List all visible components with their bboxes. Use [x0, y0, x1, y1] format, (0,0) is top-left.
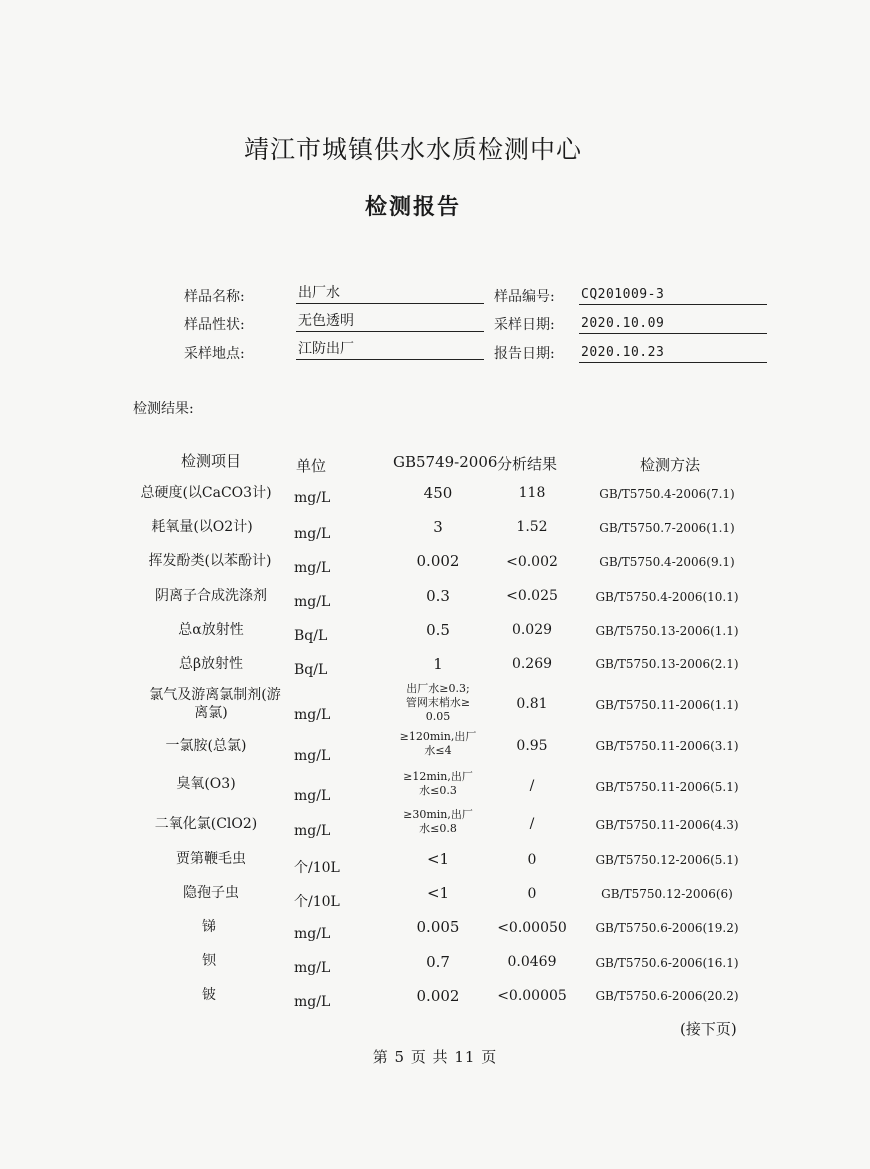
row-unit: 个/10L [294, 860, 340, 876]
sample-nature-value: 无色透明 [296, 313, 484, 332]
row-result: 0 [527, 886, 537, 902]
row-standard: 1 [433, 655, 443, 673]
row-item: 耗氧量(以O2计) [151, 519, 253, 535]
row-result: <0.00050 [497, 920, 567, 936]
row-standard-line2: 管网末梢水≥ [405, 696, 471, 709]
row-result: / [529, 816, 535, 832]
row-result: / [529, 778, 535, 794]
row-standard: <1 [426, 884, 450, 902]
row-unit: mg/L [294, 960, 331, 976]
row-item: 总β放射性 [178, 656, 244, 672]
row-result: 118 [518, 485, 546, 501]
row-result: <0.00005 [497, 988, 567, 1004]
continued-note: (接下页) [680, 1020, 737, 1038]
row-standard-line2: 水≤4 [424, 744, 452, 757]
row-standard-line1: ≥12min,出厂 [403, 770, 473, 783]
row-item: 锑 [202, 919, 216, 935]
header-method: 检测方法 [640, 456, 701, 474]
row-method: GB/T5750.13-2006(2.1) [595, 657, 739, 671]
row-unit: mg/L [294, 994, 331, 1010]
row-method: GB/T5750.11-2006(5.1) [595, 780, 739, 794]
row-standard: 450 [423, 484, 453, 502]
row-method: GB/T5750.11-2006(4.3) [595, 818, 739, 832]
row-result: <0.025 [506, 588, 558, 604]
header-standard: GB5749-2006 [393, 453, 498, 471]
row-unit: mg/L [294, 788, 331, 804]
row-standard: 0.3 [426, 587, 450, 605]
row-item: 臭氧(O3) [176, 776, 236, 792]
row-unit: Bq/L [294, 628, 328, 644]
row-result: 0.95 [516, 738, 548, 754]
row-unit: mg/L [294, 926, 331, 942]
row-standard: <1 [426, 850, 450, 868]
row-unit: mg/L [294, 490, 331, 506]
row-item: 钡 [202, 953, 216, 969]
row-standard-line1: ≥120min,出厂 [399, 730, 477, 743]
row-method: GB/T5750.12-2006(5.1) [595, 853, 739, 867]
sampling-date-value: 2020.10.09 [579, 315, 767, 334]
row-method: GB/T5750.7-2006(1.1) [599, 521, 735, 535]
sample-name-label: 样品名称: [184, 289, 245, 305]
sampling-date-label: 采样日期: [494, 317, 555, 333]
row-item-continued: 离氯) [194, 705, 228, 721]
row-method: GB/T5750.11-2006(1.1) [595, 698, 739, 712]
row-result: 0.81 [516, 696, 548, 712]
row-standard: 0.002 [416, 987, 460, 1005]
row-item: 阴离子合成洗涤剂 [155, 588, 267, 604]
sample-name-value: 出厂水 [296, 285, 484, 304]
row-standard: 0.005 [416, 918, 460, 936]
row-item: 铍 [202, 987, 216, 1003]
report-title: 检测报告 [364, 194, 461, 220]
row-result: 1.52 [516, 519, 548, 535]
results-section-label: 检测结果: [133, 401, 194, 417]
row-result: 0.269 [511, 656, 553, 672]
row-item: 总α放射性 [178, 622, 244, 638]
row-unit: mg/L [294, 707, 331, 723]
row-standard-line1: 出厂水≥0.3; [406, 682, 470, 695]
report-date-value: 2020.10.23 [579, 344, 767, 363]
row-result: 0.029 [511, 622, 553, 638]
row-standard-line2: 水≤0.3 [419, 784, 457, 797]
row-result: 0 [527, 852, 537, 868]
sample-nature-label: 样品性状: [184, 317, 245, 333]
row-method: GB/T5750.13-2006(1.1) [595, 624, 739, 638]
row-method: GB/T5750.11-2006(3.1) [595, 739, 739, 753]
row-unit: mg/L [294, 748, 331, 764]
row-standard-line1: ≥30min,出厂 [403, 808, 473, 821]
organization-title: 靖江市城镇供水水质检测中心 [243, 135, 582, 164]
row-unit: mg/L [294, 560, 331, 576]
row-unit: Bq/L [294, 662, 328, 678]
row-unit: mg/L [294, 594, 331, 610]
row-standard: 3 [433, 518, 443, 536]
page-number: 第 5 页 共 11 页 [372, 1048, 498, 1066]
row-standard: 0.7 [426, 953, 450, 971]
header-item: 检测项目 [180, 452, 241, 470]
row-item: 总硬度(以CaCO3计) [140, 485, 272, 501]
header-unit: 单位 [296, 457, 327, 475]
row-method: GB/T5750.6-2006(20.2) [595, 989, 739, 1003]
row-method: GB/T5750.6-2006(19.2) [595, 921, 739, 935]
row-item: 一氯胺(总氯) [165, 738, 247, 754]
sample-code-value: CQ201009-3 [579, 286, 767, 305]
row-method: GB/T5750.4-2006(7.1) [599, 487, 735, 501]
sample-code-label: 样品编号: [494, 289, 555, 305]
row-standard: 0.5 [426, 621, 450, 639]
row-standard-line2: 水≤0.8 [419, 822, 457, 835]
row-item: 挥发酚类(以苯酚计) [148, 553, 272, 569]
row-method: GB/T5750.6-2006(16.1) [595, 956, 739, 970]
row-standard: 0.002 [416, 552, 460, 570]
row-result: 0.0469 [507, 954, 557, 970]
row-unit: mg/L [294, 823, 331, 839]
row-unit: 个/10L [294, 894, 340, 910]
row-item: 氯气及游离氯制剂(游 [149, 687, 281, 703]
sampling-location-value: 江防出厂 [296, 341, 484, 360]
row-unit: mg/L [294, 526, 331, 542]
report-date-label: 报告日期: [494, 346, 555, 362]
row-result: <0.002 [506, 554, 558, 570]
row-standard-line3: 0.05 [425, 710, 451, 723]
row-item: 二氧化氯(ClO2) [154, 816, 258, 832]
sampling-location-label: 采样地点: [184, 346, 245, 362]
row-item: 贾第鞭毛虫 [176, 851, 246, 867]
row-method: GB/T5750.12-2006(6) [601, 887, 733, 901]
header-result: 分析结果 [497, 455, 558, 473]
row-method: GB/T5750.4-2006(9.1) [599, 555, 735, 569]
row-method: GB/T5750.4-2006(10.1) [595, 590, 739, 604]
row-item: 隐孢子虫 [183, 885, 239, 901]
